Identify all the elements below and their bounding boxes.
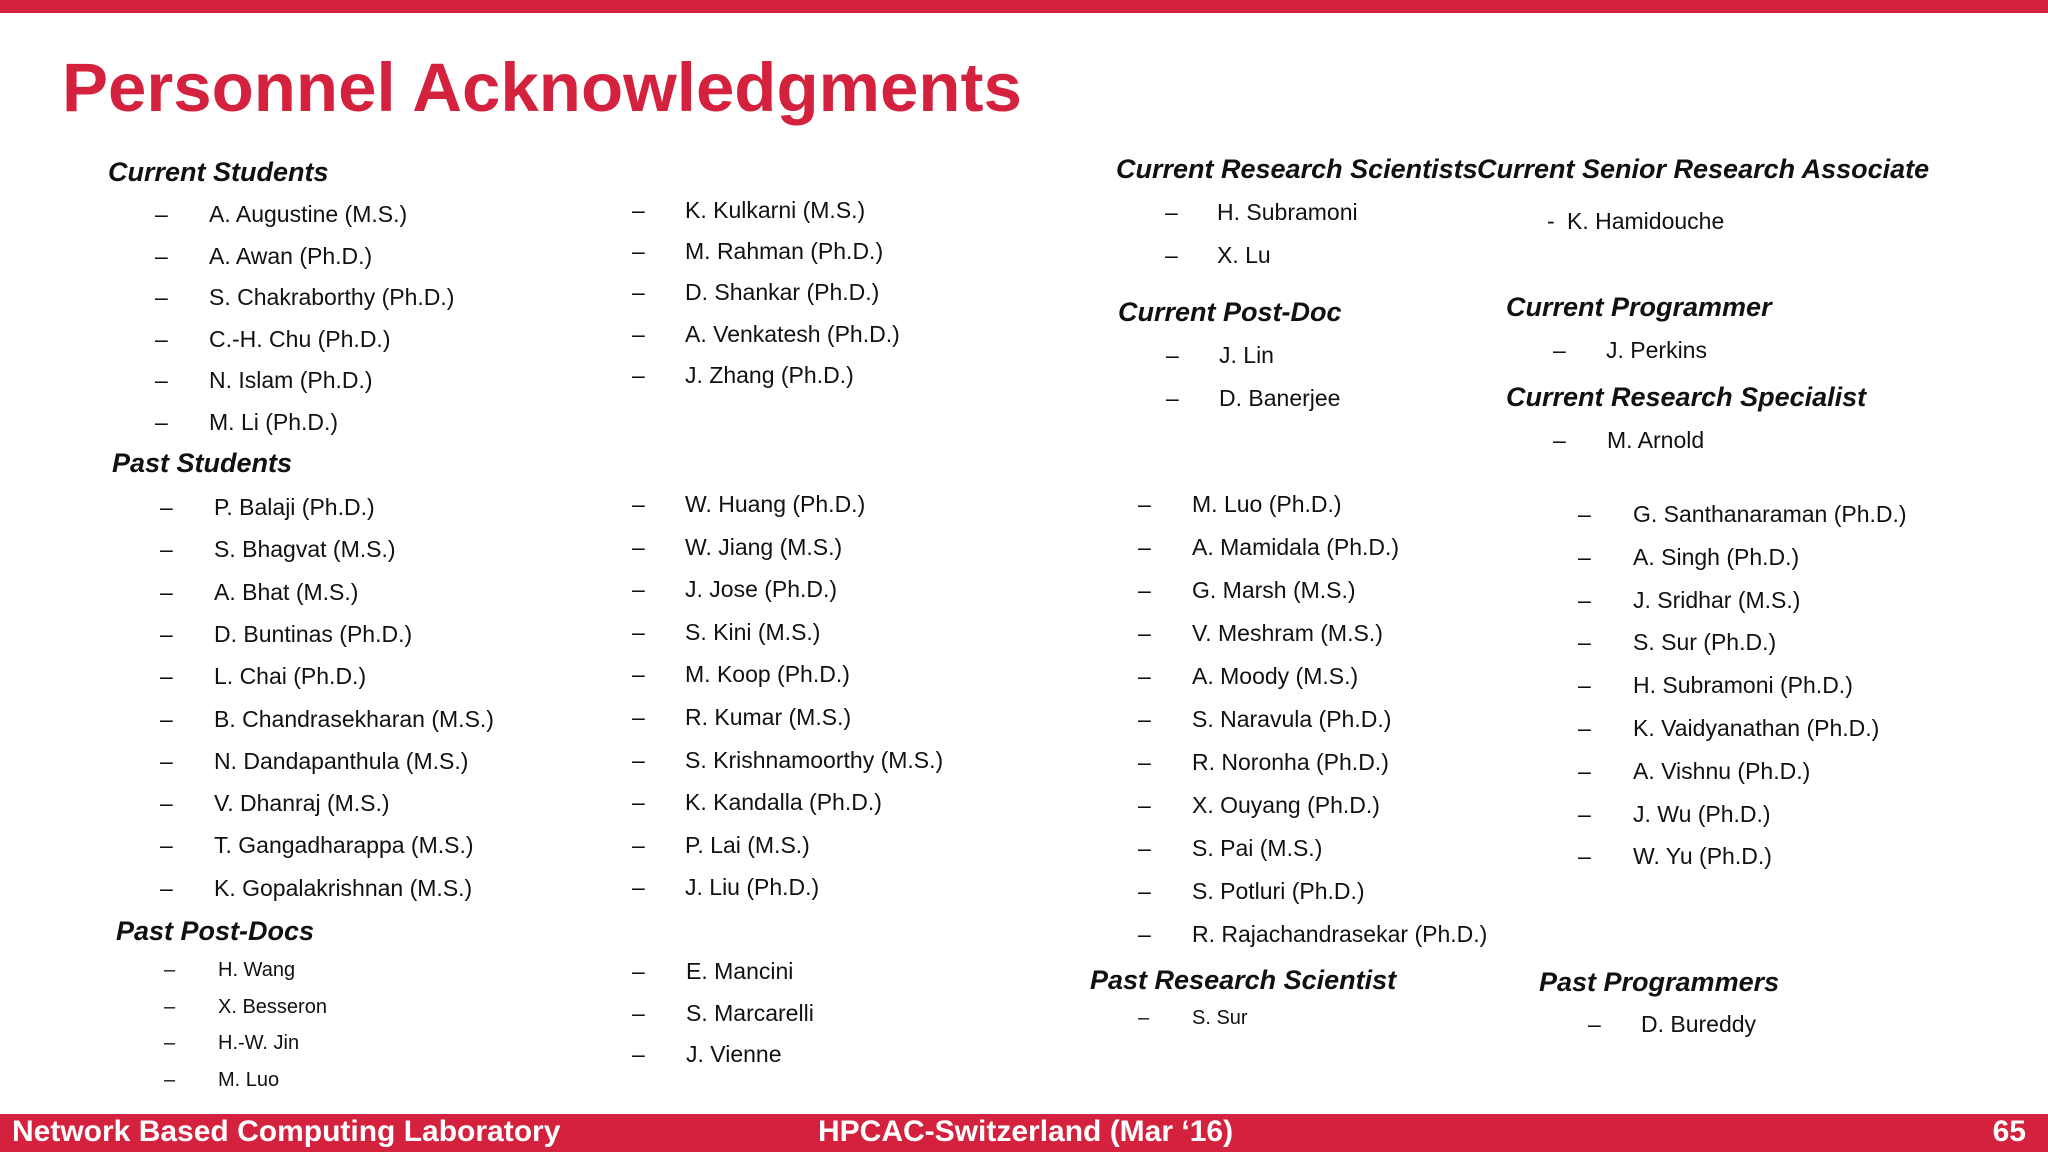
person-name: S. Marcarelli <box>686 999 814 1026</box>
person-name: K. Hamidouche <box>1567 208 1725 234</box>
person-name: H. Subramoni <box>1217 199 1358 225</box>
person-name: D. Bureddy <box>1641 1011 1757 1037</box>
heading-current-post-doc: Current Post-Doc <box>1118 297 1342 327</box>
person-name: V. Dhanraj (M.S.) <box>214 790 390 817</box>
list-dash: – <box>632 491 645 517</box>
list-dash: – <box>632 320 645 347</box>
list-dash: – <box>632 1041 645 1067</box>
person-name: K. Gopalakrishnan (M.S.) <box>214 874 473 901</box>
list-dash: – <box>160 790 173 817</box>
list-dash: – <box>164 995 176 1018</box>
list-dash: – <box>1578 715 1591 741</box>
list-dash: – <box>1138 491 1151 517</box>
list-dash: – <box>632 533 645 560</box>
list-dash: – <box>160 536 173 563</box>
person-name: H.-W. Jin <box>218 1032 300 1054</box>
person-name: W. Huang (Ph.D.) <box>685 491 866 517</box>
person-name: S. Sur <box>1192 1007 1248 1029</box>
list-dash: – <box>155 284 168 311</box>
person-name: N. Dandapanthula (M.S.) <box>214 747 469 774</box>
person-name: A. Bhat (M.S.) <box>214 578 359 605</box>
person-name: J. Jose (Ph.D.) <box>685 576 838 603</box>
list-dash: – <box>1588 1011 1601 1037</box>
list-dash: – <box>1138 577 1151 603</box>
list-dash: – <box>632 789 645 816</box>
list-dash: – <box>632 618 645 645</box>
list-dash: – <box>1578 672 1591 699</box>
person-name: K. Vaidyanathan (Ph.D.) <box>1633 715 1880 741</box>
person-name: M. Luo (Ph.D.) <box>1192 491 1342 517</box>
person-name: A. Augustine (M.S.) <box>209 201 408 227</box>
list-dash: – <box>1138 663 1151 689</box>
footer-lab-name: Network Based Computing Laboratory <box>12 1115 561 1148</box>
list-dash: – <box>1578 543 1591 570</box>
list-dash: – <box>632 999 645 1026</box>
list-dash: – <box>160 620 173 647</box>
person-name: S. Naravula (Ph.D.) <box>1192 706 1392 732</box>
person-name: D. Buntinas (Ph.D.) <box>214 620 413 647</box>
list-dash: – <box>1138 706 1151 732</box>
person-name: G. Marsh (M.S.) <box>1192 577 1356 603</box>
person-name: X. Lu <box>1217 242 1271 268</box>
list-dash: – <box>1138 792 1151 818</box>
person-name: D. Banerjee <box>1219 385 1341 411</box>
top-accent-bar <box>0 0 2048 13</box>
person-name: S. Krishnamoorthy (M.S.) <box>685 746 944 773</box>
list-dash: – <box>160 663 173 690</box>
list-dash: – <box>1578 586 1591 613</box>
footer-page-number: 65 <box>1992 1115 2026 1148</box>
list-dash: – <box>1166 385 1179 411</box>
list-dash: – <box>1578 501 1591 527</box>
list-dash: – <box>155 367 168 394</box>
heading-current-research-scientists: Current Research Scientists <box>1116 154 1478 184</box>
list-dash: – <box>1553 337 1566 363</box>
list-dash: – <box>632 831 645 858</box>
list-dash: – <box>160 747 173 774</box>
list-dash: – <box>632 279 645 306</box>
person-name: H. Subramoni (Ph.D.) <box>1633 672 1853 699</box>
person-name: A. Mamidala (Ph.D.) <box>1192 534 1400 560</box>
person-name: K. Kandalla (Ph.D.) <box>685 789 882 816</box>
person-name: J. Sridhar (M.S.) <box>1633 586 1801 613</box>
person-name: J. Vienne <box>686 1041 782 1067</box>
list-dash: – <box>160 874 173 901</box>
person-name: S. Pai (M.S.) <box>1192 835 1323 861</box>
person-name: N. Islam (Ph.D.) <box>209 367 373 394</box>
list-dash: – <box>1138 835 1151 861</box>
list-dash: – <box>632 361 645 388</box>
person-name: J. Liu (Ph.D.) <box>685 874 820 901</box>
person-name: H. Wang <box>218 959 296 981</box>
list-dash: – <box>632 197 645 223</box>
person-name: M. Koop (Ph.D.) <box>685 661 850 688</box>
list-dash: – <box>1578 757 1591 784</box>
heading-current-programmer: Current Programmer <box>1506 292 1772 322</box>
list-dash: – <box>1138 878 1151 904</box>
person-name: W. Yu (Ph.D.) <box>1633 843 1772 870</box>
person-name: T. Gangadharappa (M.S.) <box>214 832 474 859</box>
list-dash: – <box>632 238 645 265</box>
person-name: R. Kumar (M.S.) <box>685 704 852 730</box>
person-name: A. Moody (M.S.) <box>1192 663 1359 689</box>
person-name: W. Jiang (M.S.) <box>685 533 843 560</box>
person-name: C.-H. Chu (Ph.D.) <box>209 325 391 352</box>
person-name: J. Wu (Ph.D.) <box>1633 800 1771 827</box>
heading-current-research-specialist: Current Research Specialist <box>1506 382 1867 412</box>
list-dash: – <box>1553 427 1566 453</box>
heading-past-post-docs: Past Post-Docs <box>116 916 315 946</box>
person-name: A. Vishnu (Ph.D.) <box>1633 757 1811 784</box>
person-name: X. Ouyang (Ph.D.) <box>1192 792 1380 818</box>
person-name: S. Kini (M.S.) <box>685 618 821 645</box>
list-dash: – <box>1165 242 1178 268</box>
list-dash: – <box>160 494 173 520</box>
list-dash: – <box>1138 749 1151 775</box>
person-name: G. Santhanaraman (Ph.D.) <box>1633 501 1907 527</box>
person-name: S. Bhagvat (M.S.) <box>214 536 396 563</box>
list-dash: - <box>1547 208 1555 234</box>
person-name: S. Potluri (Ph.D.) <box>1192 878 1365 904</box>
person-name: L. Chai (Ph.D.) <box>214 663 367 690</box>
footer-event-name: HPCAC-Switzerland (Mar ‘16) <box>818 1115 1234 1148</box>
person-name: E. Mancini <box>686 958 794 984</box>
list-dash: – <box>1138 534 1151 560</box>
list-dash: – <box>164 959 176 981</box>
list-dash: – <box>632 874 645 901</box>
heading-past-research-scientist: Past Research Scientist <box>1090 965 1397 995</box>
person-name: A. Singh (Ph.D.) <box>1633 543 1800 570</box>
person-name: M. Li (Ph.D.) <box>209 409 339 435</box>
person-name: D. Shankar (Ph.D.) <box>685 279 880 306</box>
list-dash: – <box>632 661 645 688</box>
person-name: J. Perkins <box>1606 337 1707 363</box>
list-dash: – <box>160 832 173 859</box>
person-name: M. Arnold <box>1607 427 1705 453</box>
list-dash: – <box>632 958 645 984</box>
list-dash: – <box>155 201 168 227</box>
list-dash: – <box>1138 921 1151 947</box>
person-name: P. Balaji (Ph.D.) <box>214 494 375 520</box>
person-name: V. Meshram (M.S.) <box>1192 620 1383 646</box>
list-dash: – <box>160 578 173 605</box>
list-dash: – <box>632 746 645 773</box>
person-name: B. Chandrasekharan (M.S.) <box>214 705 494 732</box>
list-dash: – <box>164 1032 176 1054</box>
list-dash: – <box>1578 800 1591 827</box>
list-dash: – <box>155 325 168 352</box>
person-name: M. Rahman (Ph.D.) <box>685 238 884 265</box>
slide-title: Personnel Acknowledgments <box>62 49 1022 126</box>
heading-current-senior-research-associate: Current Senior Research Associate <box>1477 154 1930 184</box>
list-dash: – <box>632 576 645 603</box>
person-name: S. Chakraborthy (Ph.D.) <box>209 284 455 311</box>
person-name: P. Lai (M.S.) <box>685 831 810 858</box>
list-dash: – <box>1578 843 1591 870</box>
person-name: J. Lin <box>1219 342 1274 368</box>
person-name: X. Besseron <box>218 995 327 1018</box>
person-name: A. Venkatesh (Ph.D.) <box>685 320 900 347</box>
list-dash: – <box>632 704 645 730</box>
person-name: R. Rajachandrasekar (Ph.D.) <box>1192 921 1488 947</box>
person-name: M. Luo <box>218 1068 280 1091</box>
list-dash: – <box>164 1068 176 1091</box>
person-name: K. Kulkarni (M.S.) <box>685 197 866 223</box>
person-name: R. Noronha (Ph.D.) <box>1192 749 1389 775</box>
list-dash: – <box>1138 620 1151 646</box>
person-name: A. Awan (Ph.D.) <box>209 242 373 269</box>
list-dash: – <box>1578 629 1591 656</box>
heading-current-students: Current Students <box>108 157 329 187</box>
heading-past-programmers: Past Programmers <box>1539 967 1780 997</box>
list-dash: – <box>160 705 173 732</box>
person-name: J. Zhang (Ph.D.) <box>685 361 854 388</box>
footer-bar <box>0 1114 2048 1152</box>
list-dash: – <box>1138 1007 1150 1029</box>
person-name: S. Sur (Ph.D.) <box>1633 629 1777 656</box>
list-dash: – <box>155 242 168 269</box>
list-dash: – <box>1165 199 1178 225</box>
heading-past-students: Past Students <box>112 448 293 478</box>
list-dash: – <box>155 409 168 435</box>
list-dash: – <box>1166 342 1179 368</box>
